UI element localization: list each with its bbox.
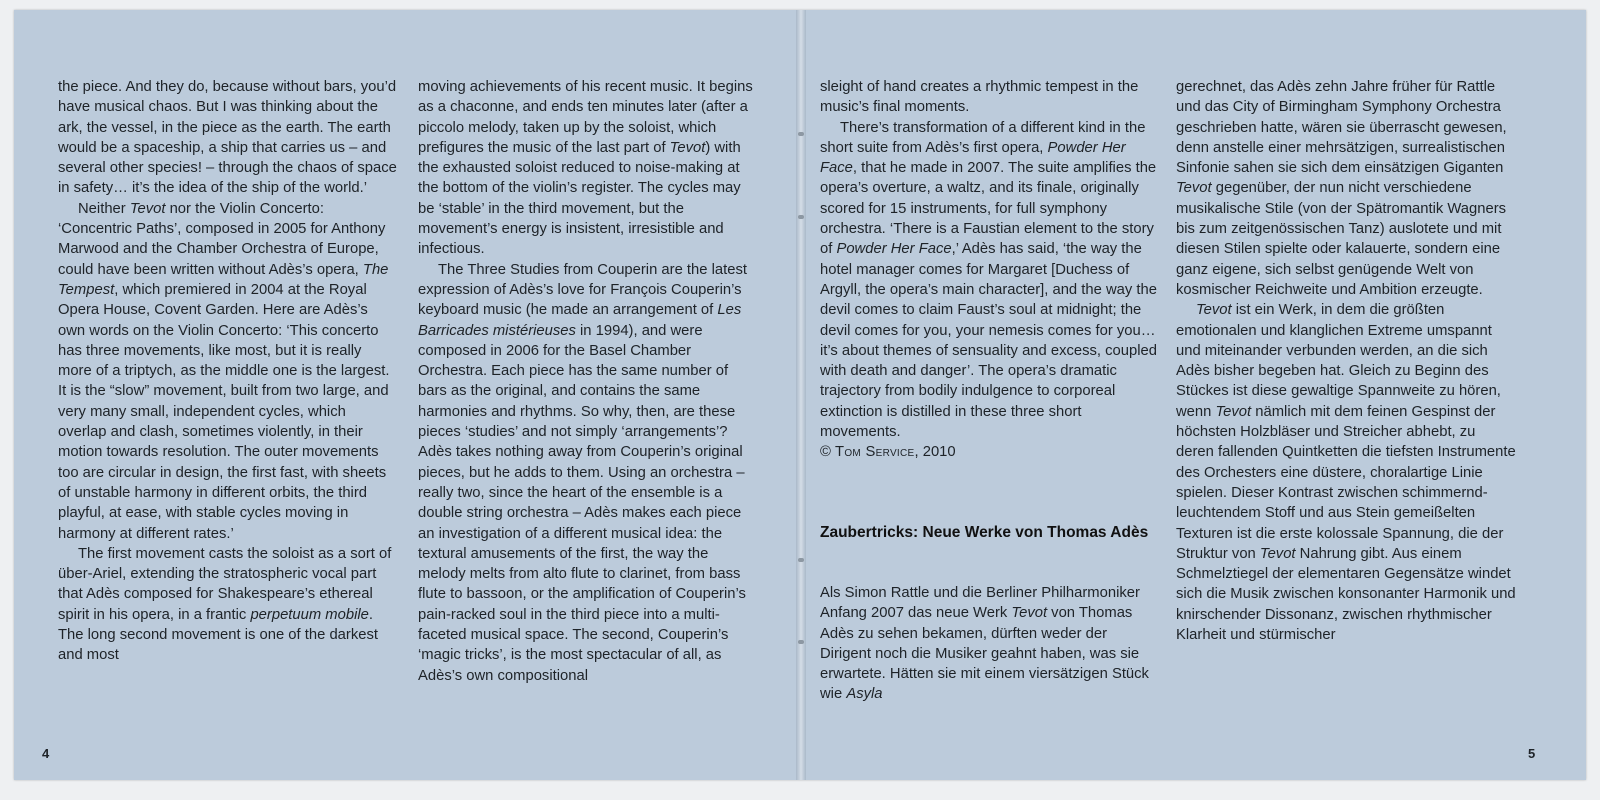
author-credit: © Tom Service, 2010 [820, 444, 956, 461]
paragraph: the piece. And they do, because without bars, you’d have musical chaos. But I was thinking about the ark, the vessel, in the piece as the earth. The earth would be a spaceship, a ship that carries us – and several other species! – through the chaos of space in safety… it’s the idea of the ship of the world.’ [58, 79, 397, 197]
right-page-column-1 [820, 77, 1160, 705]
paragraph: moving achievements of his recent music. It begins as a chaconne, and ends ten minutes later (after a piccolo melody, taken up by the soloist, which prefigures the music of the last part of Tevot) with the exhausted soloist reduced to noise-making at the bottom of the violin’s register. The cycles may be ‘stable’ in the third movement, but the movement’s energy is insistent, irresistible and infectious. [418, 79, 753, 258]
right-page [804, 10, 1586, 780]
booklet-spread [14, 10, 1586, 780]
page-number: 5 [1528, 746, 1536, 761]
paragraph: Als Simon Rattle und die Berliner Philharmoniker Anfang 2007 das neue Werk Tevot von Thomas Adès zu sehen bekamen, dürften weder der Dirigent noch die Musiker geahnt haben, was sie erwartete. Hätten sie mit einem viersätzigen Stück wie Asyla [820, 584, 1149, 703]
left-page-column-2 [418, 77, 758, 686]
paragraph: There’s transformation of a different kind in the short suite from Adès’s first opera, Powder Her Face, that he made in 2007. The suite amplifies the opera’s overture, a waltz, and its finale, originally scored for 15 instruments, for full symphony orchestra. ‘There is a Faustian element to the story of Powder Her Face,’ Adès has said, ‘the way the hotel manager comes for Margaret [Duchess of Argyll, the opera’s main character], and the way the devil comes to claim Faust’s soul at midnight; the devil comes for you, your nemesis comes for you… it’s about themes of sensuality and excess, coupled with death and danger’. The opera’s dramatic trajectory from bodily indulgence to corporeal extinction is distilled in these three short movements. [820, 119, 1157, 441]
left-page [14, 10, 798, 780]
page-number: 4 [42, 746, 50, 761]
paragraph: The first movement casts the soloist as a sort of über-Ariel, extending the stratospheric vocal part that Adès composed for Shakespeare’s ethereal spirit in his opera, in a frantic perpetuum mobile. The long second movement is one of the darkest and most [58, 545, 392, 664]
left-page-column-1 [58, 77, 398, 666]
paragraph: Neither Tevot nor the Violin Concerto: ‘Concentric Paths’, composed in 2005 for Anthony Marwood and the Chamber Orchestra of Europe, could have been written without Adès’s opera, The Tempest, which premiered in 2004 at the Royal Opera House, Covent Garden. Here are Adès’s own words on the Violin Concerto: ‘This concerto has three movements, like most, but it is really more of a triptych, as the middle one is the largest. It is the “slow” movement, built from two large, and very many small, independent cycles, which overlap and clash, sometimes violently, in their motion towards resolution. The outer movements too are circular in design, the first fast, with sheets of unstable harmony in different orbits, the third playful, at ease, with stable cycles moving in harmony at different rates.’ [58, 200, 390, 542]
paragraph: The Three Studies from Couperin are the latest expression of Adès’s love for François Couperin’s keyboard music (he made an arrangement of Les Barricades mistérieuses in 1994), and were composed in 2006 for the Basel Chamber Orchestra. Each piece has the same number of bars as the original, and contains the same harmonies and rhythms. So why, then, are these pieces ‘studies’ and not simply ‘arrangements’? Adès takes nothing away from Couperin’s original pieces, but he adds to them. Using an orchestra – really two, since the heart of the ensemble is a double string orchestra – Adès makes each piece an investigation of a different musical idea: the textural amusements of the first, the way the melody melts from alto flute to clarinet, from bass flute to bassoon, or the amplification of Couperin’s pain-racked soul in the third piece into a multi-faceted musical space. The second, Couperin’s ‘magic tricks’, is the most spectacular of all, as Adès’s own compositional [418, 261, 747, 684]
paragraph: sleight of hand creates a rhythmic tempest in the music’s final moments. [820, 79, 1139, 116]
paragraph: Tevot ist ein Werk, in dem die größten emotionalen und klanglichen Extreme umspannt und miteinander verbunden werden, an die sich Adès bisher begeben hat. Gleich zu Beginn des Stückes ist diese gewaltige Spannweite zu hören, wenn Tevot nämlich mit dem feinen Gespinst der höchsten Holzbläser und Streicher abhebt, zu deren fallenden Quintketten die tiefsten Instrumente des Orchesters eine düstere, choralartige Linie spielen. Dieser Kontrast zwischen schimmernd-leuchtendem Stoff und aus Stein gemeißelten Texturen ist die erste kolossale Spannung, die der Struktur von Tevot Nahrung gibt. Aus einem Schmelztiegel der elementaren Gegensätze windet sich die Musik zwischen konsonanter Harmonik und knirschender Dissonanz, zwischen rhythmischer Klarheit und stürmischer [1176, 302, 1516, 644]
paragraph: gerechnet, das Adès zehn Jahre früher für Rattle und das City of Birmingham Symphony Orchestra geschrieben hatte, wären sie überrascht gewesen, denn anstelle einer mehrsätzigen, surrealistischen Sinfonie sahen sie sich dem einsätzigen Giganten Tevot gegenüber, der nun nicht verschiedene musikalische Stile (von der Spätromantik Wagners bis zum zeitgenössischen Tanz) auslotete und mit diesen Stilen spielte oder kalauerte, sondern eine ganz eigene, sich selbst genügende Welt von kosmischer Reichweite und Ambition erzeugte. [1176, 79, 1507, 298]
right-page-column-2 [1176, 77, 1516, 645]
section-heading: Zaubertricks: Neue Werke von Thomas Adès [820, 523, 1149, 541]
